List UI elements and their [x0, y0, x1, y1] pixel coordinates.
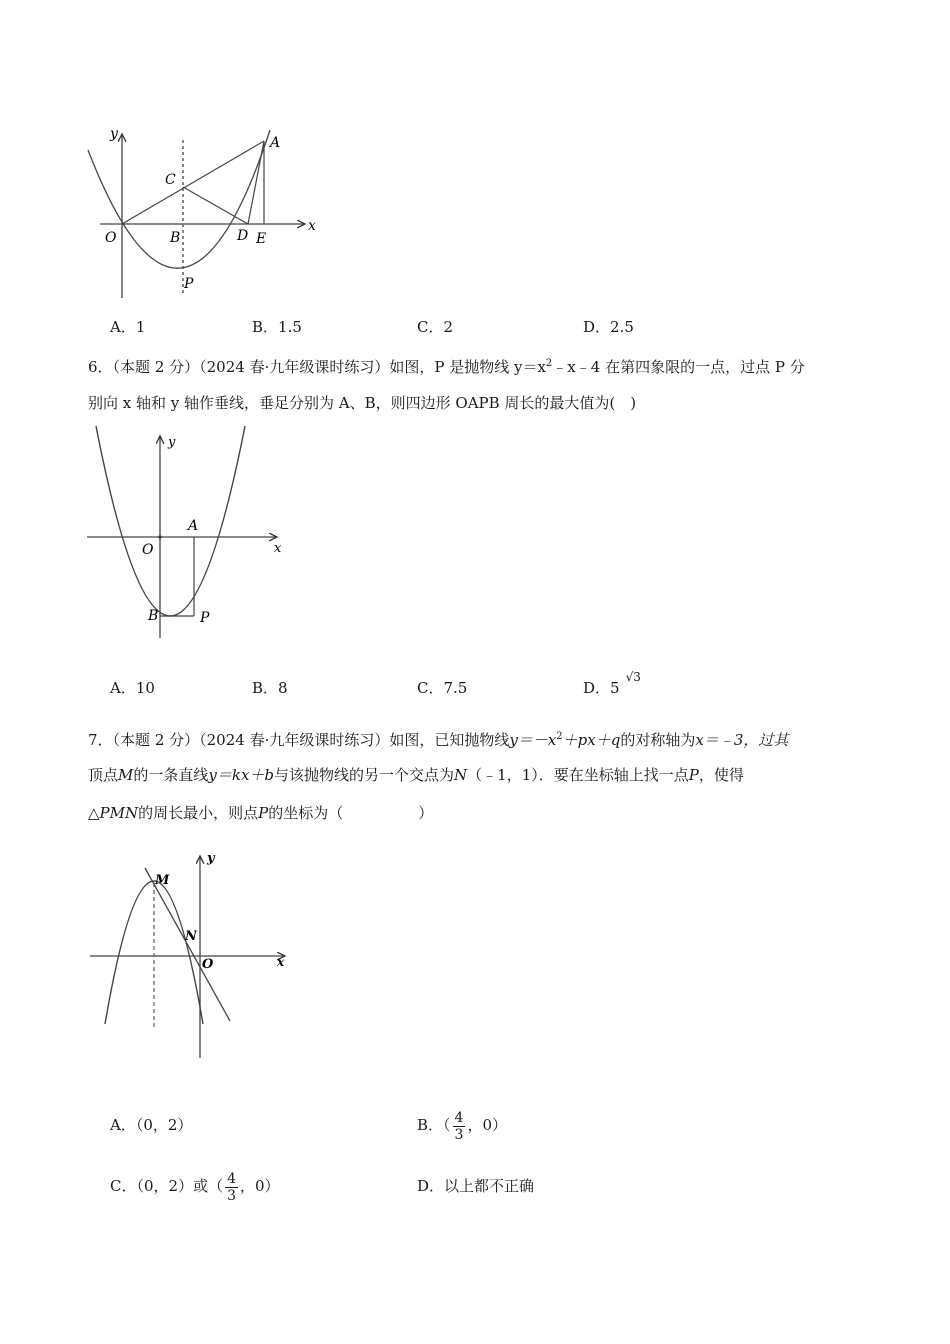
q6-label-O: O [142, 542, 154, 558]
q6-figure [82, 424, 292, 644]
q5-label-A: A [270, 135, 281, 151]
q5-label-O: O [105, 230, 117, 246]
q7-meta: （本题 2 分）（2024 春·九年级课时练习） [112, 731, 390, 749]
q5-label-B: B [170, 230, 181, 246]
q6-label-P: P [200, 610, 210, 626]
q7-label-M: M [155, 873, 170, 888]
q5-label-D: D [237, 228, 249, 244]
q5-label-E: E [256, 231, 267, 247]
q7-option-b-fraction: $\frac{4}{3}$ [454, 1109, 464, 1143]
q6-label-x: x [274, 541, 282, 556]
q6-label-B: B [148, 608, 159, 624]
q5-line-OA [122, 141, 264, 224]
q5-option-c: C．2 [417, 318, 454, 336]
q6-option-b: B．8 [252, 679, 288, 697]
q7-line-MN [145, 868, 230, 1021]
q6-stem-line1: 6．（本题 2 分）（2024 春·九年级课时练习）如图，P 是抛物线 $y=x^2﹣x﹣4$ 在第四象限的一点，过点 P 分 [88, 358, 805, 376]
q6-meta: （本题 2 分）（2024 春·九年级课时练习） [112, 358, 390, 376]
q6-option-d-radical: √3 [625, 670, 641, 684]
q7-option-d: D．以上都不正确 [417, 1177, 535, 1195]
q7-stem-line3: △PMN的周长最小，则点P的坐标为（ ） [88, 804, 434, 822]
q5-option-b: B．1.5 [252, 318, 302, 336]
q5-label-P: P [184, 276, 194, 292]
q7-option-a: A．（0，2） [110, 1116, 193, 1134]
q7-label-y: y [207, 851, 215, 866]
q5-label-x: x [308, 218, 316, 234]
q7-figure [85, 848, 295, 1063]
q5-option-a: A．1 [110, 318, 146, 336]
q6-number: 6． [88, 358, 113, 376]
q6-option-a: A．10 [110, 679, 155, 697]
q7-option-b: B．（ $\frac{4}{3}$ ，0） [417, 1109, 508, 1143]
q5-option-d: D．2.5 [583, 318, 634, 336]
q5-label-C: C [165, 172, 176, 188]
q6-label-y: y [168, 435, 176, 450]
q6-stem-line2: 别向 x 轴和 y 轴作垂线，垂足分别为 A、B，则四边形 OAPB 周长的最大值为( ) [88, 394, 637, 412]
q7-stem-line2: 顶点M的一条直线y＝kx＋b与该抛物线的另一个交点为N（﹣1，1）．要在坐标轴上找一点P，使得 [88, 766, 744, 784]
q6-option-d: D．$5^{√3}$ [583, 670, 641, 697]
q6-option-c: C．7.5 [417, 679, 468, 697]
q7-number: 7． [88, 731, 113, 749]
q6-point-O [158, 535, 161, 538]
q7-label-O: O [202, 957, 214, 972]
q5-parabola [88, 130, 270, 268]
q5-label-y: y [110, 126, 118, 142]
q5-figure [80, 120, 330, 305]
q5-line-CD [183, 187, 248, 224]
q7-label-N: N [185, 929, 197, 944]
q6-parabola [96, 426, 245, 616]
q7-label-x: x [277, 955, 285, 969]
q7-option-c: C．（0，2）或（ $\frac{4}{3}$ ，0） [110, 1170, 280, 1204]
q7-option-c-fraction: $\frac{4}{3}$ [227, 1170, 236, 1204]
q6-label-A: A [188, 518, 199, 534]
q7-stem-line1: 7．（本题 2 分）（2024 春·九年级课时练习）如图，已知抛物线$y=-x^2+px+q$的对称轴为x＝﹣3，过其 [88, 731, 789, 749]
